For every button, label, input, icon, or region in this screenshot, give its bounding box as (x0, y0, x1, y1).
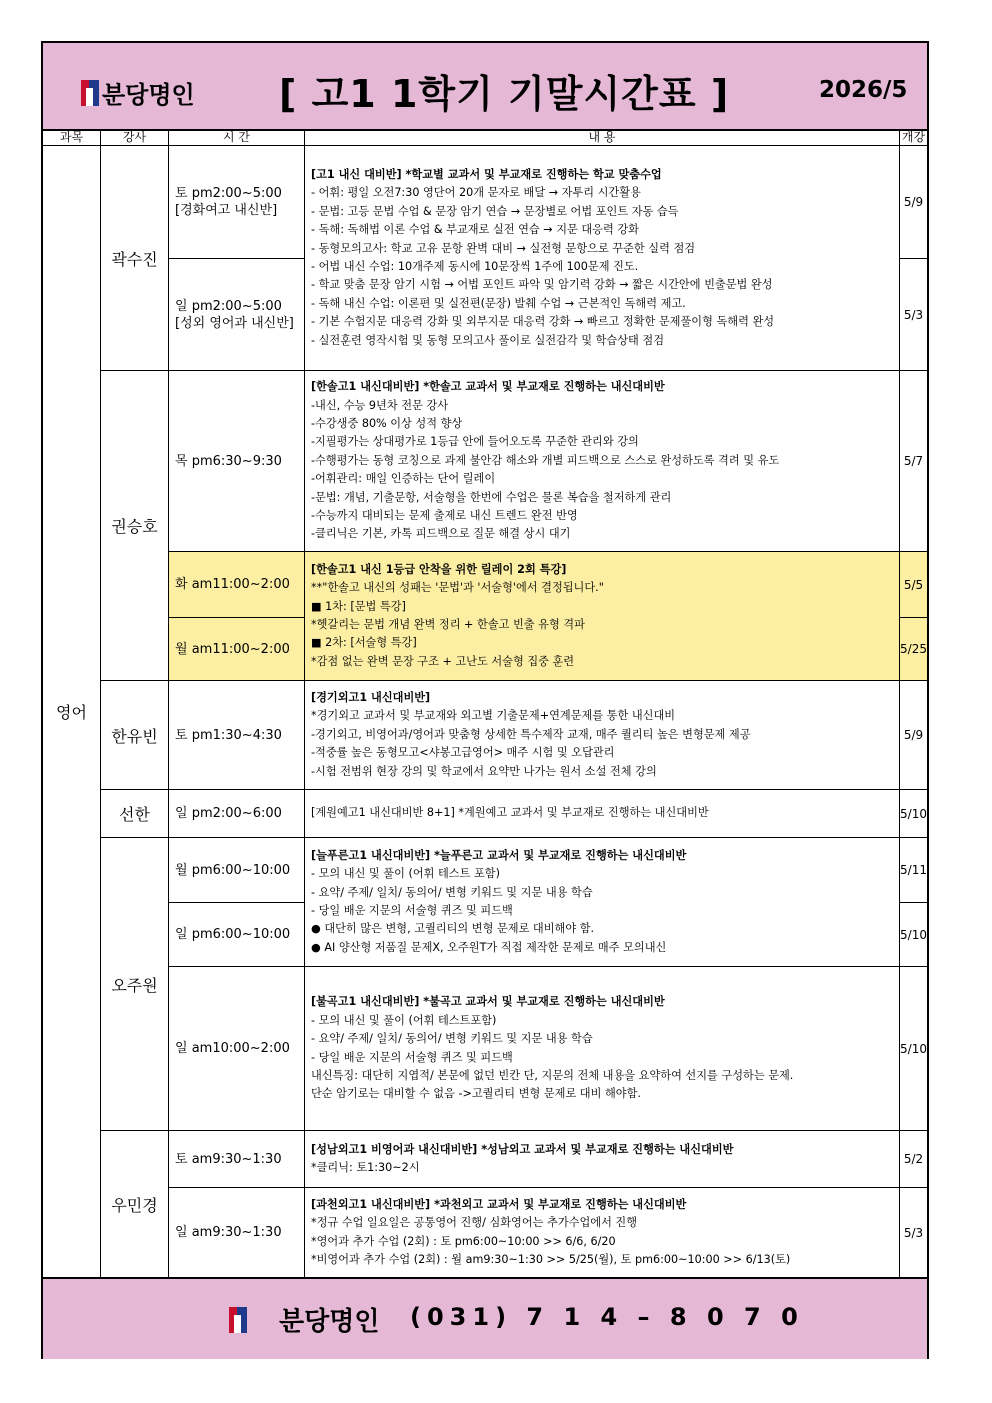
content-line: *경기외고 교과서 및 부교재와 외고별 기출문제+연계문제를 통한 내신대비 (311, 709, 676, 723)
content-line: -지필평가는 상대평가로 1등급 안에 들어오도록 꾸준한 관리와 강의 (311, 435, 639, 449)
start-date-cell: 5/11 (900, 838, 927, 903)
time-cell: 일 am9:30~1:30 (169, 1188, 305, 1277)
content-line: [한솔고1 내신대비반] *한솔고 교과서 및 부교재로 진행하는 내신대비반 (311, 380, 665, 394)
column-header-start: 개강 (901, 130, 926, 144)
column-header-teacher: 강사 (101, 129, 169, 146)
content-line: -문법: 개념, 기출문항, 서술형을 한번에 수업은 물론 복습을 철저하게 관리 (311, 490, 672, 504)
content-cell (305, 146, 900, 371)
teacher-cell: 한유빈 (101, 681, 169, 790)
content-line: -수행평가는 동형 코칭으로 과제 불안감 해소와 개별 피드백으로 스스로 완성하도록 격려 및 유도 (311, 453, 780, 467)
brand-name: 분당명인 (102, 81, 195, 109)
content-cell (305, 1131, 900, 1188)
schedule-date: 2026/5 (819, 77, 908, 103)
content-line: *헷갈리는 문법 개념 완벽 정리 + 한솔고 빈출 유형 격파 (311, 618, 585, 631)
content-line: [한솔고1 내신 1등급 안착을 위한 릴레이 2회 특강] (311, 562, 567, 576)
content-cell (305, 790, 900, 838)
content-line: -어휘관리: 매일 인증하는 단어 릴레이 (311, 472, 496, 486)
content-line: ● AI 양산형 저품질 문제X, 오주원T가 직접 제작한 문제로 매주 모의내신 (311, 940, 667, 954)
content-line: ● 대단히 많은 변형, 고퀄리티의 변형 문제로 대비해야 함. (311, 922, 595, 936)
content-line: *정규 수업 일요일은 공통영어 진행/ 심화영어는 추가수업에서 진행 (311, 1216, 638, 1230)
logo-icon (81, 80, 99, 106)
timetable-page (41, 41, 929, 1359)
start-date-cell: 5/5 (900, 552, 927, 618)
content-line: 내신특징: 대단히 지엽적/ 본문에 없던 빈칸 단, 지문의 전체 내용을 요약하여 선지를 구성하는 문제. (311, 1068, 794, 1082)
start-date-cell: 5/10 (900, 903, 927, 967)
time-cell: 토 pm1:30~4:30 (169, 681, 305, 790)
start-date-cell: 5/10 (900, 790, 927, 838)
content-line: -적중률 높은 동형모고<샤봉고급영어> 매주 시험 및 오답관리 (311, 746, 615, 760)
time-cell: 목 pm6:30~9:30 (169, 371, 305, 552)
content-line: [경기외고1 내신대비반] (311, 690, 431, 704)
content-cell (305, 1188, 900, 1277)
content-line: - 독해: 독해법 이론 수업 & 부교재로 실전 연습 → 지문 대응력 강화 (311, 223, 639, 237)
teacher-cell: 오주원 (101, 838, 169, 1131)
logo-icon (229, 1307, 247, 1333)
time-cell: 일 am10:00~2:00 (169, 967, 305, 1131)
footer-brand-name: 분당명인 (279, 1307, 380, 1337)
time-cell (169, 259, 305, 371)
content-line: *비영어과 추가 수업 (2회) : 월 am9:30~1:30 >> 5/25(월), 토 pm6:00~10:00 >> 6/13(토) (311, 1252, 791, 1266)
content-line: ■ 1차: [문법 특강] (311, 599, 406, 613)
time-cell: 토 am9:30~1:30 (169, 1131, 305, 1188)
class-name-text: [경화여고 내신반] (175, 203, 278, 218)
time-text: 일 pm2:00~5:00 (175, 298, 282, 314)
subject-cell: 영어 (43, 146, 101, 1277)
start-date-cell: 5/7 (900, 371, 927, 552)
content-line: - 모의 내신 및 풀이 (어휘 테스트 포함) (311, 867, 500, 881)
page-title: [ 고1 1학기 기말시간표 ] (279, 72, 730, 116)
content-cell (305, 838, 900, 967)
time-cell: 월 pm6:00~10:00 (169, 838, 305, 903)
time-cell (169, 146, 305, 259)
content-cell (305, 967, 900, 1131)
teacher-cell: 선한 (101, 790, 169, 838)
content-line: - 기본 수험지문 대응력 강화 및 외부지문 대응력 강화 → 빠르고 정확한 문제풀이형 독해력 완성 (311, 315, 775, 329)
content-line: [고1 내신 대비반] *학교별 교과서 및 부교재로 진행하는 학교 맞춤수업 (311, 167, 662, 181)
content-line: *감점 없는 완벽 문장 구조 + 고난도 서술형 집중 훈련 (311, 654, 575, 668)
time-cell: 화 am11:00~2:00 (169, 552, 305, 618)
content-line: [성남외고1 비영어과 내신대비반] *성남외고 교과서 및 부교재로 진행하는 내신대비반 (311, 1142, 734, 1156)
content-line: - 요약/ 주제/ 일치/ 동의어/ 변형 키워드 및 지문 내용 학습 (311, 1032, 593, 1046)
content-line: 단순 암기로는 대비할 수 없음 ->고퀄리티 변형 문제로 대비 해야함. (311, 1087, 641, 1101)
content-cell (305, 371, 900, 552)
content-line: -수강생중 80% 이상 성적 향상 (311, 416, 463, 430)
content-line: [불곡고1 내신대비반] *불곡고 교과서 및 부교재로 진행하는 내신대비반 (311, 995, 665, 1009)
header-band (43, 43, 927, 131)
content-line: [계원예고1 내신대비반 8+1] *계원예고 교과서 및 부교재로 진행하는 내신대비반 (311, 806, 709, 820)
start-date-cell: 5/3 (900, 259, 927, 371)
teacher-cell: 곽수진 (101, 146, 169, 371)
content-line: - 어휘: 평일 오전7:30 영단어 20개 문자로 배달 → 자투리 시간활용 (311, 186, 641, 200)
content-line: ■ 2차: [서술형 특강] (311, 636, 417, 650)
content-line: **"한솔고 내신의 성패는 '문법'과 '서술형'에서 결정됩니다." (311, 581, 604, 595)
class-name-text: [성외 영어과 내신반] (175, 315, 294, 331)
content-line: - 실전훈련 영작시험 및 동형 모의고사 풀이로 실전감각 및 학습상태 점검 (311, 333, 665, 347)
time-cell: 일 pm6:00~10:00 (169, 903, 305, 967)
time-text: 토 pm2:00~5:00 (175, 186, 282, 201)
content-cell (305, 681, 900, 790)
content-line: -경기외고, 비영어과/영어과 맞춤형 상세한 특수제작 교재, 매주 퀄리티 높은 변형문제 제공 (311, 727, 751, 741)
content-line: -수능까지 대비되는 문제 출제로 내신 트렌드 완전 반영 (311, 509, 578, 523)
start-date-cell: 5/9 (900, 681, 927, 790)
content-line: - 당일 배운 지문의 서술형 퀴즈 및 피드백 (311, 1050, 513, 1064)
content-line: *클리닉: 토1:30~2시 (311, 1161, 420, 1174)
start-date-cell: 5/10 (900, 967, 927, 1131)
time-cell: 일 pm2:00~6:00 (169, 790, 305, 838)
content-line: - 당일 배운 지문의 서술형 퀴즈 및 피드백 (311, 904, 513, 917)
start-date-cell: 5/9 (900, 146, 927, 259)
content-line: [늘푸른고1 내신대비반] *늘푸른고 교과서 및 부교재로 진행하는 내신대비반 (311, 848, 687, 862)
start-date-cell: 5/3 (903, 1225, 924, 1240)
content-line: [과천외고1 내신대비반] *과천외고 교과서 및 부교재로 진행하는 내신대비반 (311, 1197, 687, 1211)
start-date-cell: 5/25 (900, 618, 927, 681)
content-line: -클리닉은 기본, 카톡 피드백으로 질문 해결 상시 대기 (311, 527, 571, 541)
footer-band (43, 1277, 927, 1359)
content-line: - 어법 내신 수업: 10개주제 동시에 10문장씩 1주에 100문제 진도. (311, 260, 639, 273)
content-line: -내신, 수능 9년차 전문 강사 (311, 398, 449, 412)
content-line: - 요약/ 주제/ 일치/ 동의어/ 변형 키워드 및 지문 내용 학습 (311, 885, 593, 899)
timetable-grid (43, 129, 927, 1277)
time-cell: 월 am11:00~2:00 (169, 618, 305, 681)
start-date-cell: 5/2 (900, 1131, 927, 1188)
teacher-cell: 우민경 (101, 1131, 169, 1277)
content-line: - 모의 내신 및 풀이 (어휘 테스트포함) (311, 1013, 497, 1027)
content-cell (305, 552, 900, 681)
content-line: -시험 전범위 현장 강의 및 학교에서 요약만 나가는 원서 소설 전체 강의 (311, 764, 657, 778)
content-line: *영어과 추가 수업 (2회) : 토 pm6:00~10:00 >> 6/6, 6/20 (311, 1234, 616, 1248)
column-header-time: 시 간 (169, 129, 305, 146)
content-line: - 동형모의고사: 학교 고유 문항 완벽 대비 → 실전형 문항으로 꾸준한 실력 점검 (311, 241, 696, 255)
content-line: - 학교 맞춤 문장 암기 시험 → 어법 포인트 파악 및 암기력 강화 → 짧은 시간안에 빈출문법 완성 (311, 278, 773, 292)
content-line: - 문법: 고등 문법 수업 & 문장 암기 연습 → 문장별로 어법 포인트 자동 습득 (311, 204, 679, 218)
column-header-subject: 과목 (43, 129, 101, 146)
column-header-content: 내 용 (305, 129, 900, 146)
phone-number: (031) 7 1 4 – 8 0 7 0 (410, 1303, 804, 1331)
teacher-cell: 권승호 (101, 371, 169, 681)
content-line: - 독해 내신 수업: 이론편 및 실전편(문장) 발췌 수업 → 근본적인 독해력 제고. (311, 296, 686, 310)
